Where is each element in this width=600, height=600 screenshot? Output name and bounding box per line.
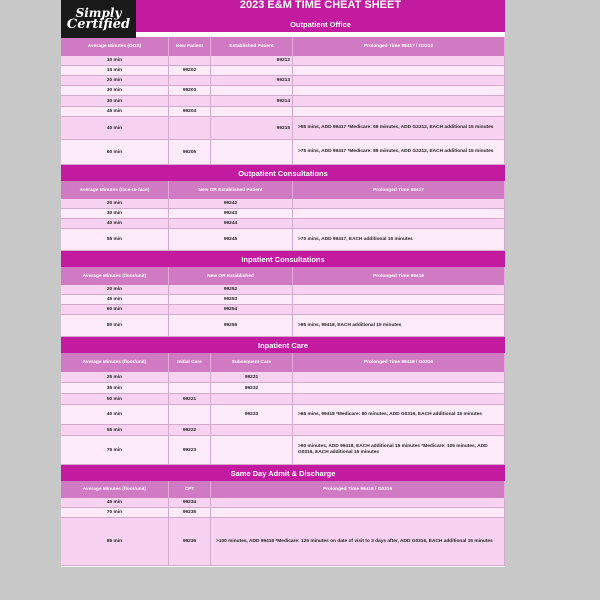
table-row (61, 383, 505, 394)
table-cell: >55 mins, ADD 99417 *Medicare: 69 minutes, ADD G2212, EACH additional 15 minutes (293, 117, 505, 140)
table-cell: 99242 (169, 199, 293, 209)
table-cell: 40 min (61, 219, 169, 229)
table-cell: 75 min (61, 436, 169, 465)
table-cell: 99236 (169, 518, 211, 566)
table-cell: >65 mins, 99418 *Medicare: 80 minutes, ADD G0316, EACH additional 15 minutes (293, 405, 505, 425)
table-cell: 99245 (169, 229, 293, 251)
table-cell: 99235 (169, 508, 211, 518)
table-cell: 99204 (169, 107, 211, 117)
table-row (61, 305, 505, 315)
table-cell (293, 76, 505, 86)
table-cell (293, 209, 505, 219)
table-row (61, 140, 505, 165)
section-title-same-day-admit-discharge: Same Day Admit & Discharge (61, 465, 505, 481)
table-cell: 20 min (61, 285, 169, 295)
table-cell (169, 383, 211, 394)
table-row (61, 76, 505, 86)
table-cell: 99231 (211, 372, 293, 383)
column-header: Prolonged Time 99417 / G2212 (293, 37, 505, 56)
table-cell (293, 86, 505, 96)
column-header: Prolonged Time 99418 (293, 267, 505, 285)
column-header: Average Minutes (OOS) (61, 37, 169, 56)
table-cell: 99223 (169, 436, 211, 465)
column-header: New Patient (169, 37, 211, 56)
table-cell (211, 86, 293, 96)
table-cell: 99205 (169, 140, 211, 165)
table-cell: 55 min (61, 229, 169, 251)
table-row (61, 209, 505, 219)
table-cell: 40 min (61, 117, 169, 140)
table-cell: 55 min (61, 425, 169, 436)
table-cell (293, 96, 505, 107)
section-title-outpatient-office: Outpatient Office (136, 16, 505, 32)
table-cell (211, 508, 505, 518)
table-cell: 99253 (169, 295, 293, 305)
column-header: Average Minutes (face-to-face) (61, 181, 169, 199)
table-row (61, 405, 505, 425)
table-cell: >100 minutes, ADD 99418 *Medicare: 125 minutes on date of visit to 3 days after, ADD G0316, EACH additional 15 minutes (211, 518, 505, 566)
table-cell: 99233 (211, 405, 293, 425)
table-row (61, 117, 505, 140)
simply-certified-logo (61, 0, 136, 38)
table-cell: 99203 (169, 86, 211, 96)
table-row (61, 219, 505, 229)
table-row (61, 372, 505, 383)
column-header: Average Minutes (floor/unit) (61, 481, 169, 498)
table-header (61, 267, 505, 285)
table-cell (169, 56, 211, 66)
table-cell (293, 372, 505, 383)
table-cell (293, 285, 505, 295)
column-header: Prolonged Time 99418 / G0316 (211, 481, 505, 498)
table-cell: 30 min (61, 86, 169, 96)
table-cell (293, 107, 505, 117)
column-header: Initial Care (169, 353, 211, 372)
table-cell: 45 min (61, 295, 169, 305)
table-cell: 40 min (61, 405, 169, 425)
table-cell (293, 394, 505, 405)
table-row (61, 229, 505, 251)
table-cell: 99243 (169, 209, 293, 219)
table-cell: 25 min (61, 372, 169, 383)
table-cell: 99234 (169, 498, 211, 508)
logo-line-2: Certified (66, 17, 131, 32)
section-title-outpatient-consultations: Outpatient Consultations (61, 165, 505, 181)
column-header: Prolonged Time 99417 (293, 181, 505, 199)
table-cell: 15 min (61, 66, 169, 76)
table-cell (169, 117, 211, 140)
table-cell: 60 min (61, 140, 169, 165)
column-header: New OR Established Patient (169, 181, 293, 199)
column-header: Average Minutes (floor/unit) (61, 267, 169, 285)
table-cell (211, 66, 293, 76)
table-cell (293, 219, 505, 229)
column-header: Average Minutes (floor/unit) (61, 353, 169, 372)
table-row (61, 107, 505, 117)
table-cell (211, 436, 293, 465)
table-cell: 45 min (61, 107, 169, 117)
table-row (61, 199, 505, 209)
table-cell: >75 mins, ADD 99417 *Medicare: 89 minutes, ADD G2212, EACH additional 15 minutes (293, 140, 505, 165)
logo-line-1: Simply (75, 6, 122, 20)
table-cell (293, 66, 505, 76)
section-title-inpatient-care: Inpatient Care (61, 337, 505, 353)
table-cell (211, 394, 293, 405)
table-cell: 99252 (169, 285, 293, 295)
column-header: Prolonged Time 99418 / G0316 (293, 353, 505, 372)
table-row (61, 56, 505, 66)
table-cell: 99221 (169, 394, 211, 405)
table-cell: >90 minutes, ADD 99418, EACH additional 15 minutes *Medicare: 105 minutes, ADD G0316, EACH additional 15 minutes (293, 436, 505, 465)
table-cell (293, 305, 505, 315)
table-cell (169, 96, 211, 107)
section-title-inpatient-consultations: Inpatient Consultations (61, 251, 505, 267)
table-row (61, 518, 505, 566)
table-cell (293, 425, 505, 436)
table-cell: 99212 (211, 56, 293, 66)
table-row (61, 295, 505, 305)
table-cell (169, 372, 211, 383)
table-header (61, 181, 505, 199)
table-header (61, 481, 505, 498)
table-cell: 99215 (211, 117, 293, 140)
table-cell: 99232 (211, 383, 293, 394)
table-row (61, 285, 505, 295)
table-cell: 35 min (61, 383, 169, 394)
table-cell: >95 mins, 99418, EACH additional 15 minutes (293, 315, 505, 337)
table-row (61, 66, 505, 76)
table-cell (211, 140, 293, 165)
table-cell (293, 56, 505, 66)
table-cell (211, 107, 293, 117)
table-cell: 99214 (211, 96, 293, 107)
table-row (61, 96, 505, 107)
table-cell (211, 425, 293, 436)
table-row (61, 394, 505, 405)
table-cell: 30 min (61, 209, 169, 219)
column-header: Subsequent Care (211, 353, 293, 372)
table-cell: >70 mins, ADD 99417, EACH additional 15 minutes (293, 229, 505, 251)
table-cell (169, 76, 211, 86)
table-cell: 20 min (61, 199, 169, 209)
column-header: New OR Established (169, 267, 293, 285)
table-cell: 99202 (169, 66, 211, 76)
table-cell (169, 405, 211, 425)
table-row (61, 498, 505, 508)
table-cell: 45 min (61, 498, 169, 508)
table-row (61, 86, 505, 96)
table-cell (293, 383, 505, 394)
table-row (61, 315, 505, 337)
column-header: Established Patient (211, 37, 293, 56)
table-cell (293, 199, 505, 209)
table-header (61, 353, 505, 372)
table-cell: 10 min (61, 56, 169, 66)
table-cell: 20 min (61, 76, 169, 86)
table-cell (293, 295, 505, 305)
table-cell: 99244 (169, 219, 293, 229)
table-cell: 85 min (61, 518, 169, 566)
table-cell: 80 min (61, 315, 169, 337)
table-cell: 99254 (169, 305, 293, 315)
table-cell: 30 min (61, 96, 169, 107)
page-title: 2023 E&M TIME CHEAT SHEET (136, 0, 505, 16)
table-cell: 60 min (61, 305, 169, 315)
table-row (61, 436, 505, 465)
table-cell (211, 498, 505, 508)
table-row (61, 425, 505, 436)
table-header (61, 37, 505, 56)
table-cell: 99222 (169, 425, 211, 436)
table-cell: 70 min (61, 508, 169, 518)
table-cell: 50 min (61, 394, 169, 405)
table-row (61, 508, 505, 518)
column-header: CPT (169, 481, 211, 498)
table-cell: 99255 (169, 315, 293, 337)
table-cell: 99213 (211, 76, 293, 86)
